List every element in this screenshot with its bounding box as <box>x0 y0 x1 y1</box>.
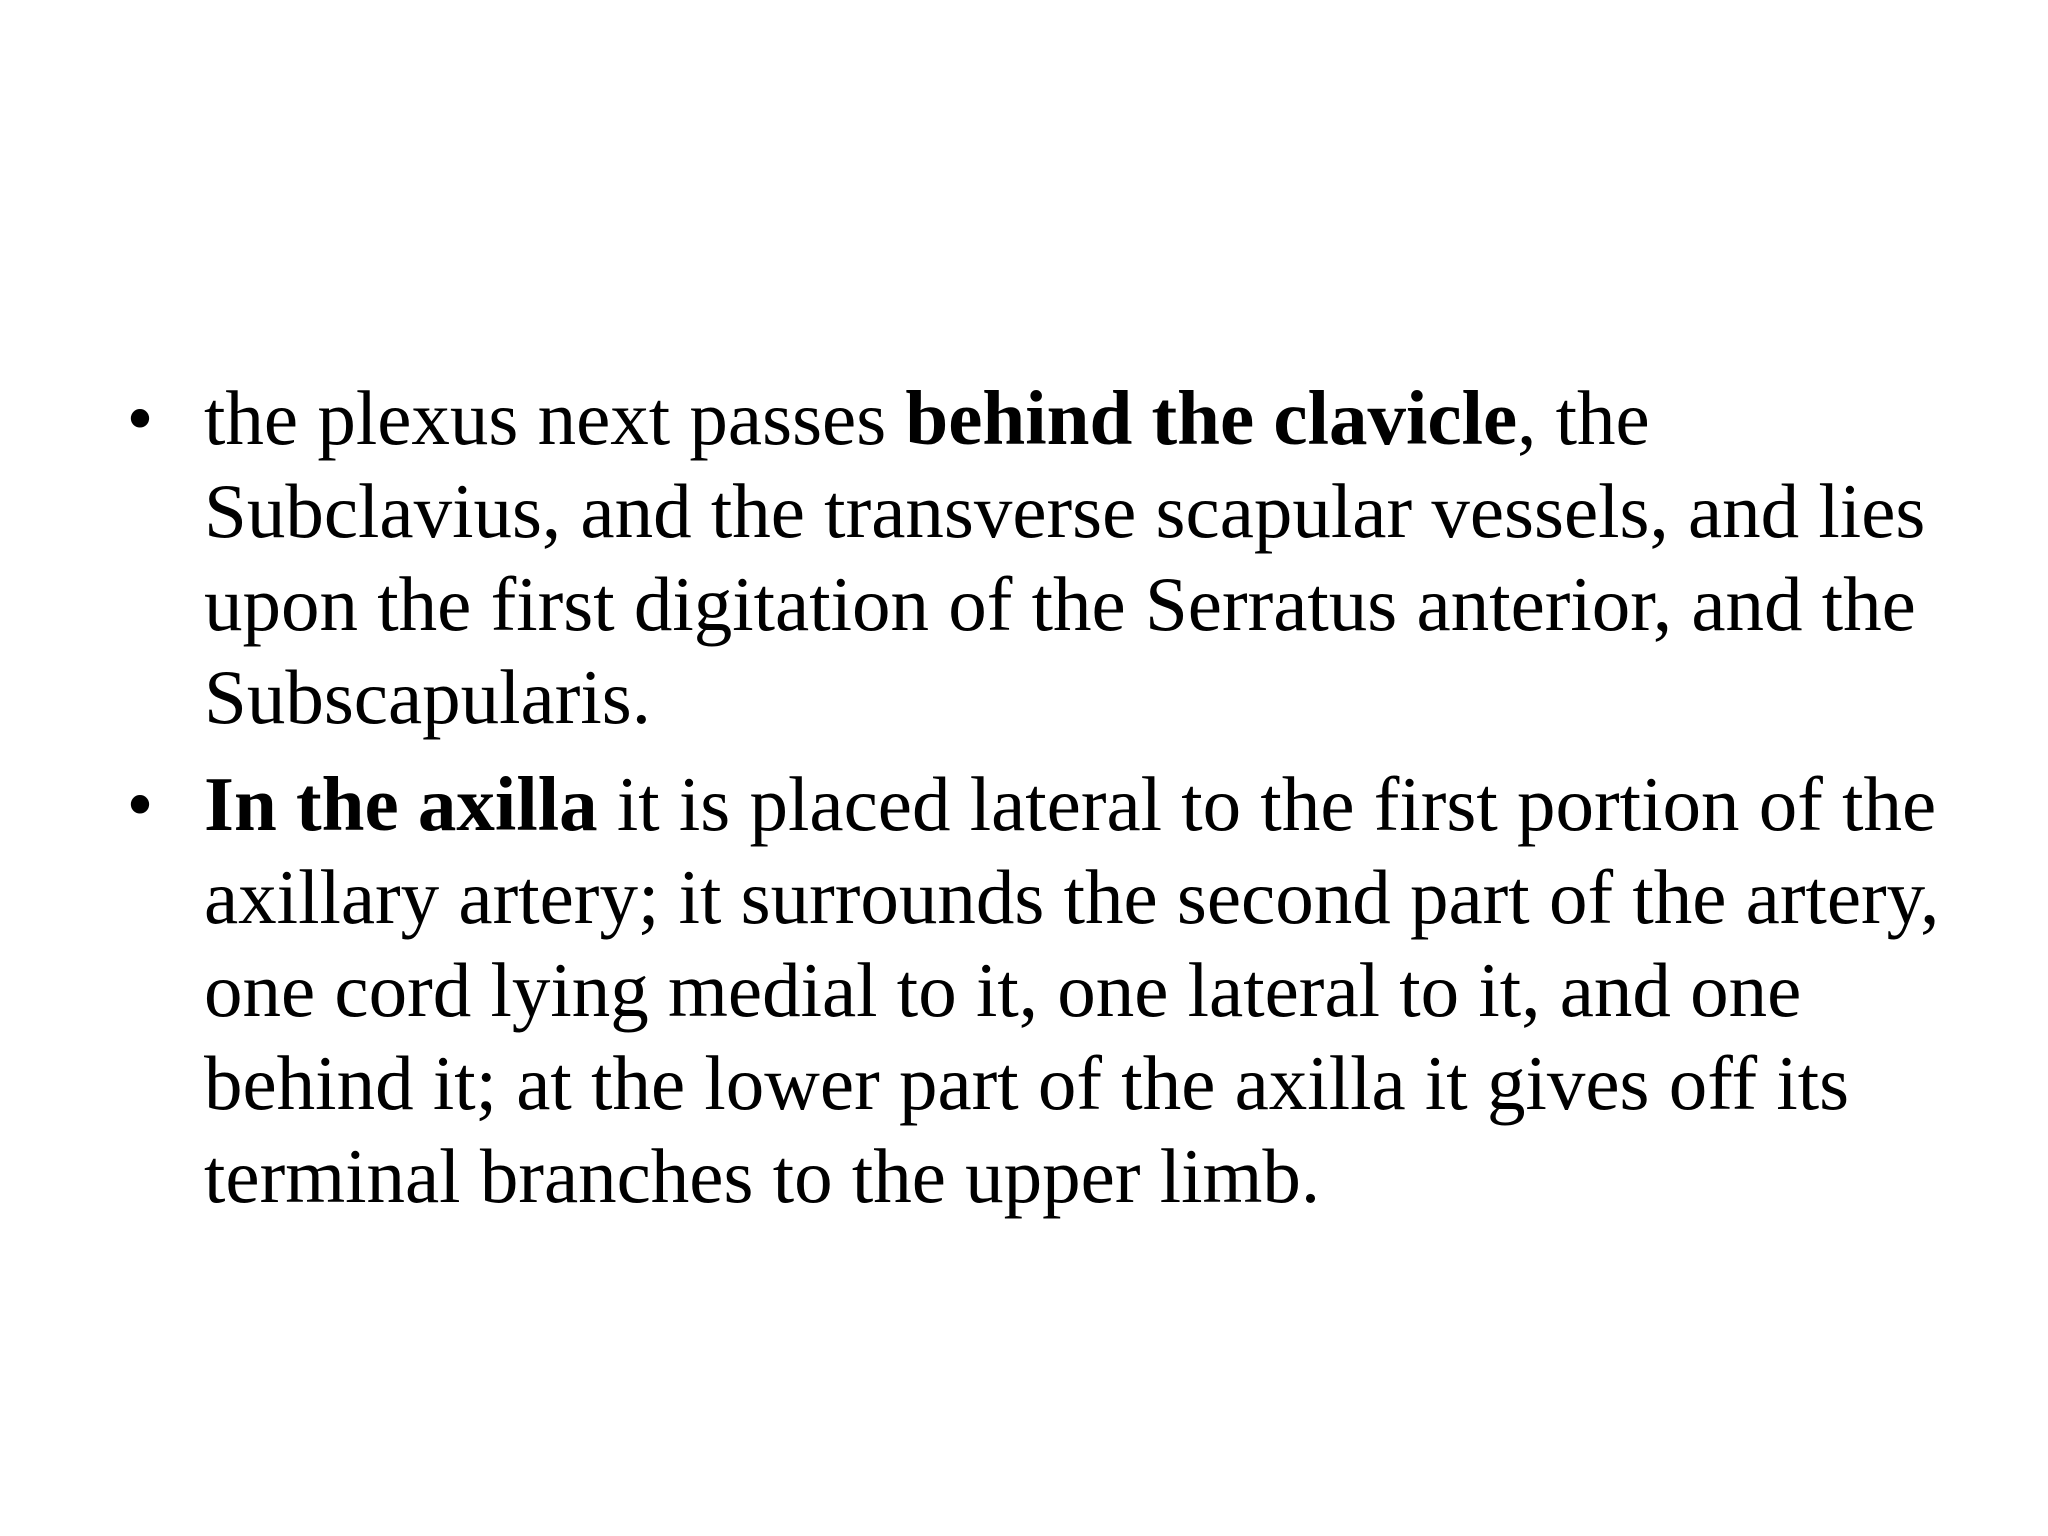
bullet-list <box>120 372 1980 1237</box>
bullet-item-axilla <box>120 758 1980 1223</box>
bullet-text-rest: , the Subclavius, and the transverse scapular vessels, and lies upon the first digitation of the Serratus anterior, and the Subscapularis. <box>204 375 1926 740</box>
bullet-text-rest: it is placed lateral to the first portion of the axillary artery; it surrounds the second part of the artery, one cord lying medial to it, one lateral to it, and one behind it; at the lower part of the axilla it gives off its terminal branches to the upper limb. <box>204 761 1940 1219</box>
bullet-item-clavicle <box>120 372 1980 744</box>
bullet-text-bold: behind the clavicle <box>905 375 1518 461</box>
bullet-marker: • <box>126 375 154 461</box>
bullet-text-lead: the plexus next passes <box>204 375 906 461</box>
bullet-marker: • <box>126 761 154 847</box>
bullet-text-bold: In the axilla <box>204 761 598 847</box>
